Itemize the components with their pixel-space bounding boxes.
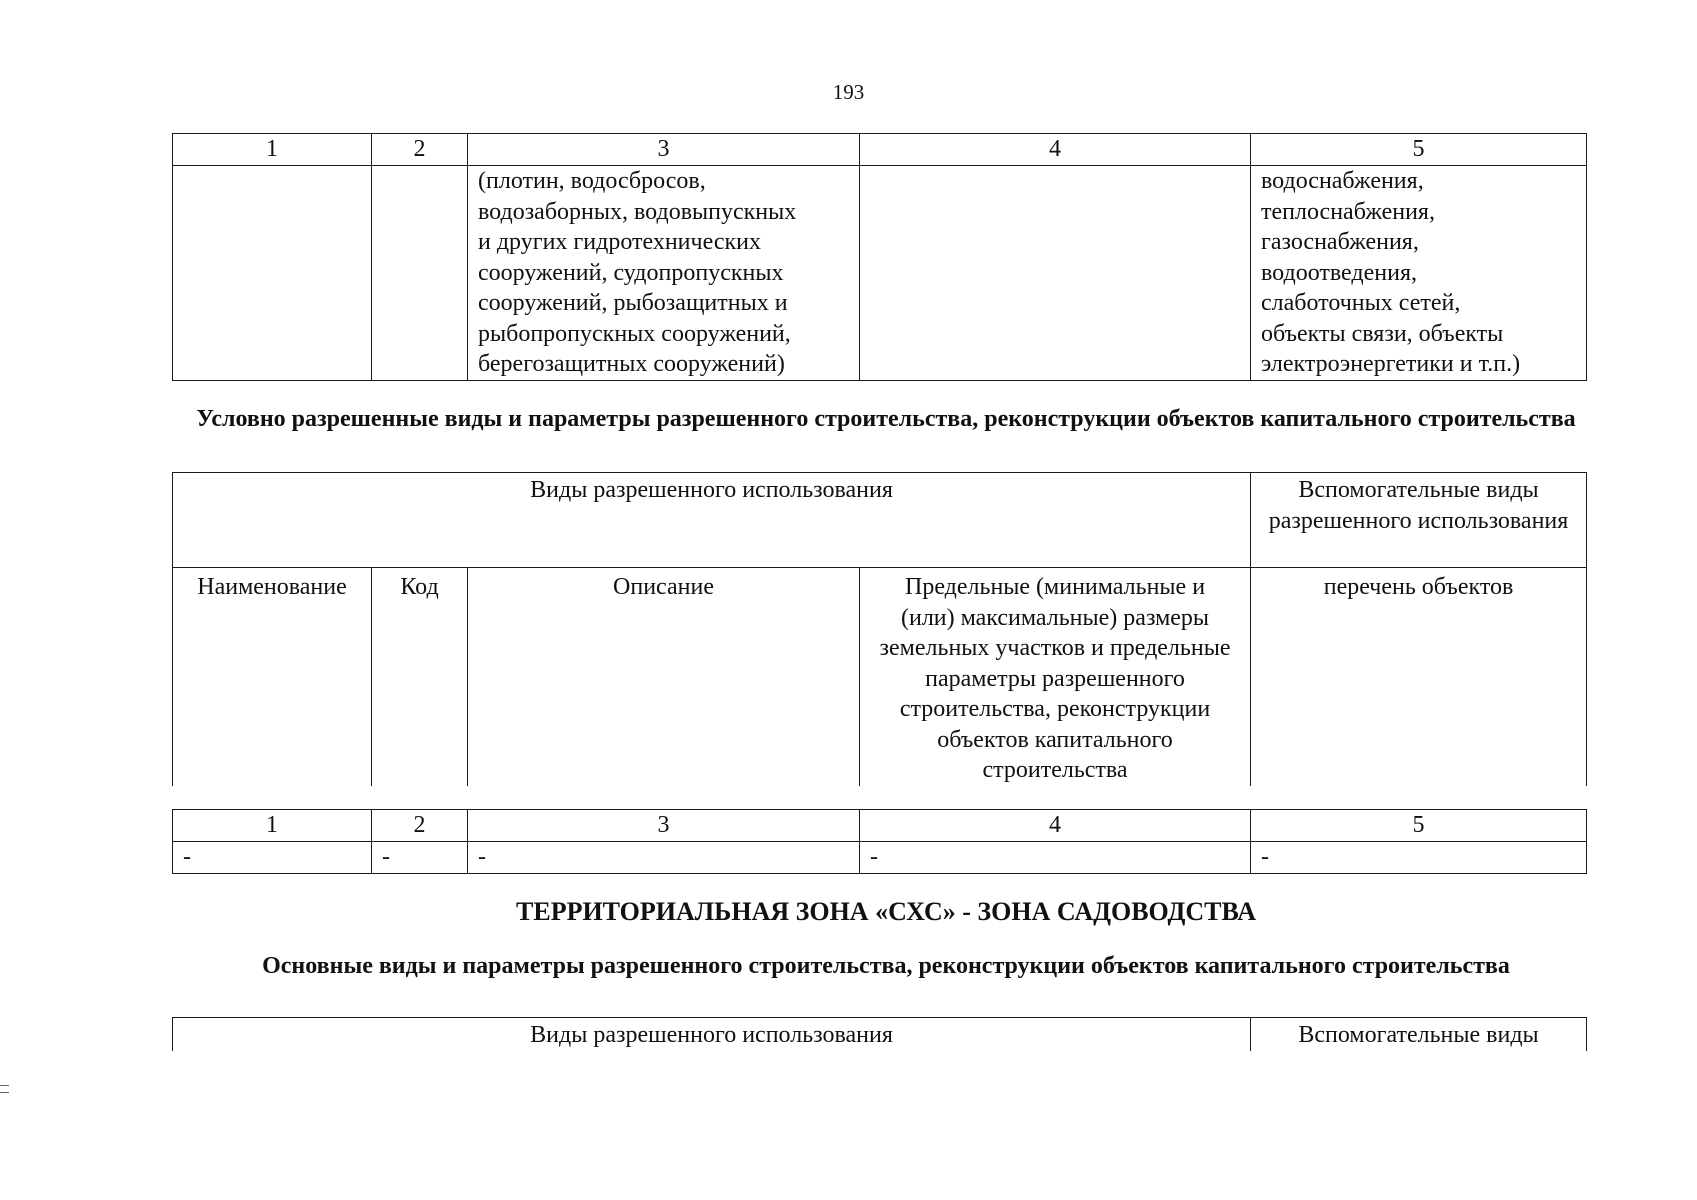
cell-auxiliary: водоснабжения, теплоснабжения, газоснабжения, водоотведения, слаботочных сетей, объекты связи, объекты электроэнергетики и т.п.) <box>1251 166 1587 381</box>
table-continuation <box>172 133 1587 381</box>
cell-dash: - <box>173 842 372 874</box>
cell-dash: - <box>372 842 468 874</box>
column-objects-header: перечень объектов <box>1251 568 1587 787</box>
col-number-1: 1 <box>173 810 372 842</box>
col-number-5: 5 <box>1251 810 1587 842</box>
cell-dash: - <box>1251 842 1587 874</box>
col-number-5: 5 <box>1251 134 1587 166</box>
cell-dash: - <box>468 842 860 874</box>
cell-code <box>372 166 468 381</box>
column-code-header: Код <box>372 568 468 787</box>
cell-description: (плотин, водосбросов, водозаборных, водовыпускных и других гидротехнических сооружений, судопропускных сооружений, рыбозащитных и рыбопропускных сооружений, берегозащитных сооружений) <box>468 166 860 381</box>
col-number-2: 2 <box>372 810 468 842</box>
page-number: 193 <box>832 80 865 104</box>
cell-parameters <box>860 166 1251 381</box>
table-header-numbers <box>173 134 1587 166</box>
table-header-numbers <box>173 810 1587 842</box>
scan-mark <box>0 1085 9 1086</box>
table-conditional-header <box>172 472 1587 786</box>
column-description-header: Описание <box>468 568 860 787</box>
table-row <box>173 166 1587 381</box>
permitted-uses-group-label: Виды разрешенного использования <box>173 473 1251 568</box>
column-parameters-header: Предельные (минимальные и (или) максимальные) размеры земельных участков и предельные параметры разрешенного строительства, реконструкции объектов капитального строительства <box>860 568 1251 787</box>
table-row <box>173 842 1587 874</box>
zone-title: ТЕРРИТОРИАЛЬНАЯ ЗОНА «СХС» - ЗОНА САДОВОДСТВА <box>516 897 1256 926</box>
col-number-2: 2 <box>372 134 468 166</box>
cell-dash: - <box>860 842 1251 874</box>
col-number-3: 3 <box>468 134 860 166</box>
permitted-uses-group-label: Виды разрешенного использования <box>173 1018 1251 1051</box>
auxiliary-uses-label: Вспомогательные виды <box>1251 1018 1587 1051</box>
col-number-4: 4 <box>860 810 1251 842</box>
col-number-4: 4 <box>860 134 1251 166</box>
table-main-header <box>172 1017 1587 1051</box>
auxiliary-uses-label: Вспомогательные виды разрешенного использования <box>1251 473 1587 568</box>
col-number-3: 3 <box>468 810 860 842</box>
cell-name <box>173 166 372 381</box>
col-number-1: 1 <box>173 134 372 166</box>
section-title-conditional: Условно разрешенные виды и параметры разрешенного строительства, реконструкции объектов капитального строительства <box>196 406 1576 432</box>
column-name-header: Наименование <box>173 568 372 787</box>
table-conditional-body <box>172 809 1587 874</box>
scan-mark <box>0 1092 9 1093</box>
section-title-main: Основные виды и параметры разрешенного строительства, реконструкции объектов капитального строительства <box>262 953 1510 979</box>
